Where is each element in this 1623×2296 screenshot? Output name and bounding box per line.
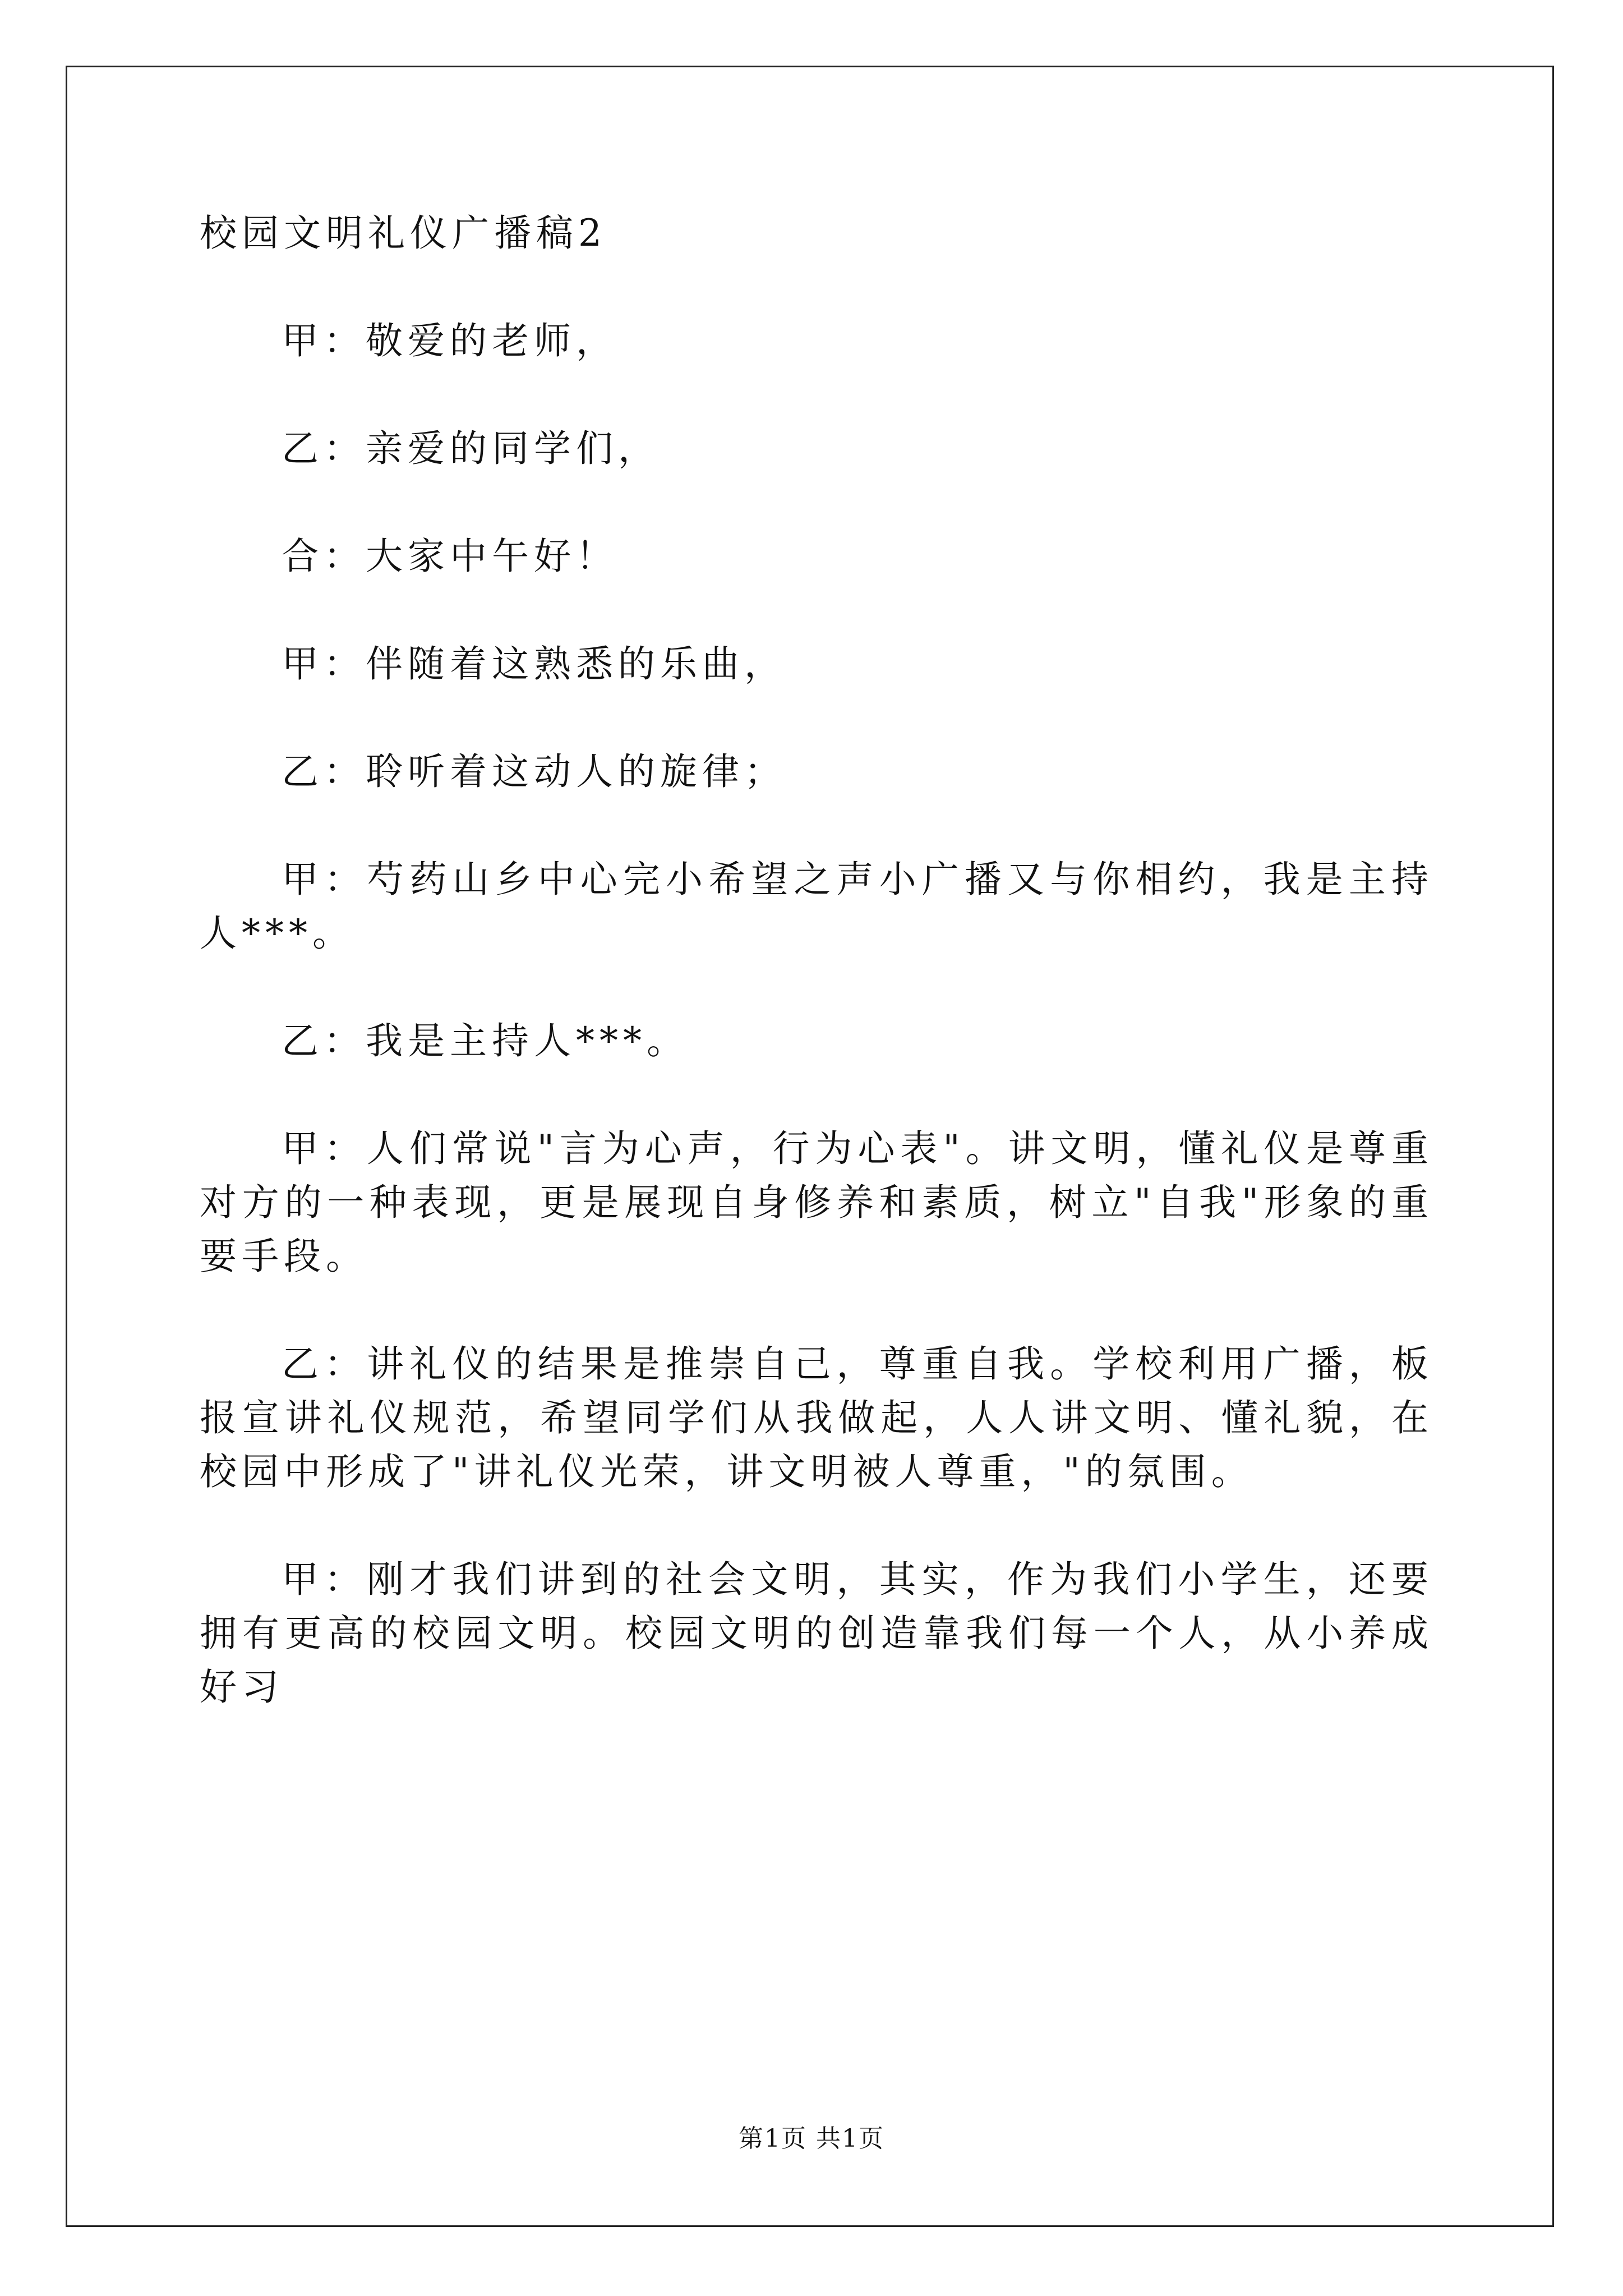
paragraph: 合：大家中午好！ [282,535,618,578]
paragraph: 甲：芍药山乡中心完小希望之声小广播又与你相约，我是主持人***。 [200,858,1433,955]
document-body [200,206,1433,1714]
paragraph: 乙：讲礼仪的结果是推崇自己，尊重自我。学校利用广播，板报宣讲礼仪规范，希望同学们从我做起，人人讲文明、懂礼貌，在校园中形成了"讲礼仪光荣，讲文明被人尊重，"的氛围。 [200,1342,1433,1493]
paragraph: 甲：伴随着这熟悉的乐曲， [282,642,786,685]
page-footer: 第1页 共1页 [739,2124,884,2153]
paragraph: 甲：敬爱的老师， [282,319,618,362]
document-title: 校园文明礼仪广播稿2 [200,211,607,255]
paragraph: 甲：刚才我们讲到的社会文明，其实，作为我们小学生，还要拥有更高的校园文明。校园文明的创造靠我们每一个人，从小养成好习 [200,1558,1433,1709]
paragraph: 乙：我是主持人***。 [282,1019,689,1062]
paragraph: 乙：亲爱的同学们， [282,427,660,470]
paragraph: 乙：聆听着这动人的旋律； [282,750,786,793]
paragraph: 甲：人们常说"言为心声，行为心表"。讲文明，懂礼仪是尊重对方的一种表现，更是展现自身修养和素质，树立"自我"形象的重要手段。 [200,1127,1433,1278]
